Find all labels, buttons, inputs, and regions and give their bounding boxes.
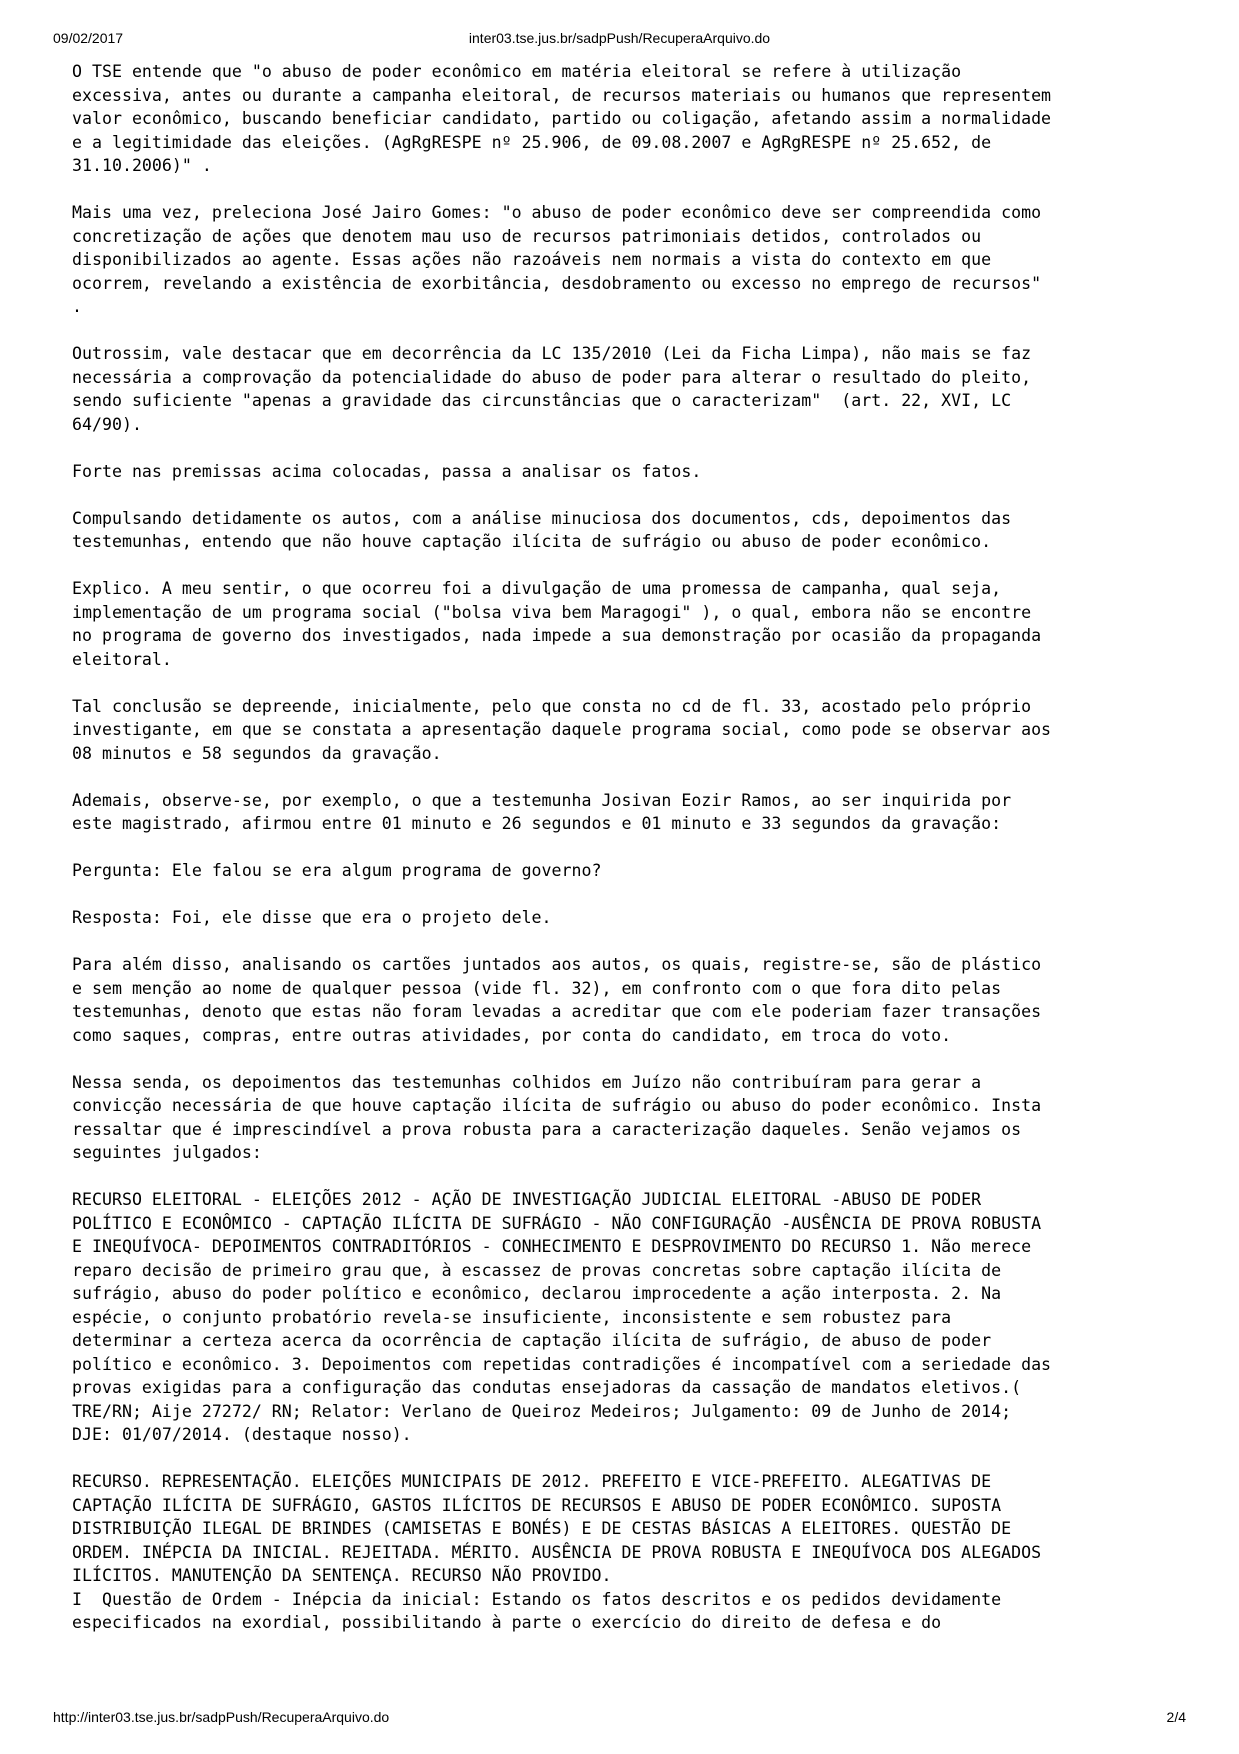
paragraph-compulsando: Compulsando detidamente os autos, com a análise minuciosa dos documentos, cds, depoimentos das testemunhas, entendo que não houve captação ilícita de sufrágio ou abuso de poder econômico. — [72, 508, 1012, 551]
paragraph-julgado-2-item-i: I Questão de Ordem - Inépcia da inicial: Estando os fatos descritos e os pedidos devidamente especificados na exordial, possibilitando à parte o exercício do direito de defesa e do — [72, 1589, 1002, 1632]
paragraph-resposta: Resposta: Foi, ele disse que era o projeto dele. — [72, 908, 552, 927]
header-date: 09/02/2017 — [53, 30, 124, 46]
paragraph-premissas: Forte nas premissas acima colocadas, passa a analisar os fatos. — [72, 461, 702, 481]
page-number: 2/4 — [1166, 1709, 1186, 1725]
paragraph-explico: Explico. A meu sentir, o que ocorreu foi a divulgação de uma promessa de campanha, qual seja, implementação de um programa social ("bolsa viva bem Maragogi" ), o qual, embora não se encontre no programa de governo dos investigados, nada impede a sua demonstração por ocasião da propaganda eleitoral. — [72, 579, 1042, 669]
paragraph-pergunta: Pergunta: Ele falou se era algum programa de governo? — [72, 861, 602, 880]
header-url: inter03.tse.jus.br/sadpPush/RecuperaArquivo.do — [468, 30, 771, 46]
paragraph-julgado-1: RECURSO ELEITORAL - ELEIÇÕES 2012 - AÇÃO DE INVESTIGAÇÃO JUDICIAL ELEITORAL -ABUSO DE PODER POLÍTICO E ECONÔMICO - CAPTAÇÃO ILÍCITA DE SUFRÁGIO - NÃO CONFIGURAÇÃO -AUSÊNCIA DE PROVA ROBUSTA E INEQUÍVOCA- DEPOIMENTOS CONTRADITÓRIOS - CONHECIMENTO E DESPROVIMENTO DO RECURSO 1. Não merece reparo decisão de primeiro grau que, à escassez de provas concretas sobre captação ilícita de sufrágio, abuso do poder político e econômico, declarou improcedente a ação interposta. 2. Na espécie, o conjunto probatório revela-se insuficiente, inconsistente e sem robustez para determinar a certeza acerca da ocorrência de captação ilícita de sufrágio, de abuso de poder político e econômico. 3. Depoimentos com repetidas contradições é incompatível com a seriedade das provas exigidas para a configuração das condutas ensejadoras da cassação de mandatos eletivos.( TRE/RN; Aije 27272/ RN; Relator: Verlano de Queiroz Medeiros; Julgamento: 09 de Junho de 2014; DJE: 01/07/2014. (destaque nosso). — [72, 1190, 1052, 1444]
paragraph-nessa-senda: Nessa senda, os depoimentos das testemunhas colhidos em Juízo não contribuíram para gerar a convicção necessária de que houve captação ilícita de sufrágio ou abuso do poder econômico. Insta ressaltar que é imprescindível a prova robusta para a caracterização daqueles. Senão vejamos os seguintes julgados: — [72, 1072, 1042, 1162]
paragraph-jose-jairo-gomes: Mais uma vez, preleciona José Jairo Gomes: "o abuso de poder econômico deve ser compreendida como concretização de ações que denotem mau uso de recursos patrimoniais detidos, controlados ou disponibilizados ao agente. Essas ações não razoáveis nem normais a vista do contexto em que ocorrem, revelando a existência de exorbitância, desdobramento ou excesso no emprego de recursos" . — [72, 203, 1042, 316]
paragraph-tse-definition: O TSE entende que "o abuso de poder econômico em matéria eleitoral se refere à utilização excessiva, antes ou durante a campanha eleitoral, de recursos materiais ou humanos que representem valor econômico, buscando beneficiar candidato, partido ou coligação, afetando assim a normalidade e a legitimidade das eleições. (AgRgRESPE nº 25.906, de 09.08.2007 e AgRgRESPE nº 25.652, de 31.10.2006)" . — [72, 62, 1052, 175]
paragraph-lc-135: Outrossim, vale destacar que em decorrência da LC 135/2010 (Lei da Ficha Limpa), não mais se faz necessária a comprovação da potencialidade do abuso de poder para alterar o resultado do pleito, sendo suficiente "apenas a gravidade das circunstâncias que o caracterizam" (art. 22, XVI, LC 64/90). — [72, 344, 1032, 434]
footer-url: http://inter03.tse.jus.br/sadpPush/RecuperaArquivo.do — [53, 1709, 390, 1725]
paragraph-cartoes: Para além disso, analisando os cartões juntados aos autos, os quais, registre-se, são de plástico e sem menção ao nome de qualquer pessoa (vide fl. 32), em confronto com o que fora dito pelas testemunhas, denoto que estas não foram levadas a acreditar que com ele poderiam fazer transações como saques, compras, entre outras atividades, por conta do candidato, em troca do voto. — [72, 955, 1042, 1045]
paragraph-julgado-2-ementa: RECURSO. REPRESENTAÇÃO. ELEIÇÕES MUNICIPAIS DE 2012. PREFEITO E VICE-PREFEITO. ALEGATIVAS DE CAPTAÇÃO ILÍCITA DE SUFRÁGIO, GASTOS ILÍCITOS DE RECURSOS E ABUSO DE PODER ECONÔMICO. SUPOSTA DISTRIBUIÇÃO ILEGAL DE BRINDES (CAMISETAS E BONÉS) E DE CESTAS BÁSICAS A ELEITORES. QUESTÃO DE ORDEM. INÉPCIA DA INICIAL. REJEITADA. MÉRITO. AUSÊNCIA DE PROVA ROBUSTA E INEQUÍVOCA DOS ALEGADOS ILÍCITOS. MANUTENÇÃO DA SENTENÇA. RECURSO NÃO PROVIDO. — [72, 1472, 1042, 1585]
paragraph-conclusao: Tal conclusão se depreende, inicialmente, pelo que consta no cd de fl. 33, acostado pelo próprio investigante, em que se constata a apresentação daquele programa social, como pode se observar aos 08 minutos e 58 segundos da gravação. — [72, 696, 1052, 763]
document-body — [72, 60, 1192, 1635]
paragraph-ademais: Ademais, observe-se, por exemplo, o que a testemunha Josivan Eozir Ramos, ao ser inquirida por este magistrado, afirmou entre 01 minuto e 26 segundos e 01 minuto e 33 segundos da gravação: — [72, 790, 1012, 833]
